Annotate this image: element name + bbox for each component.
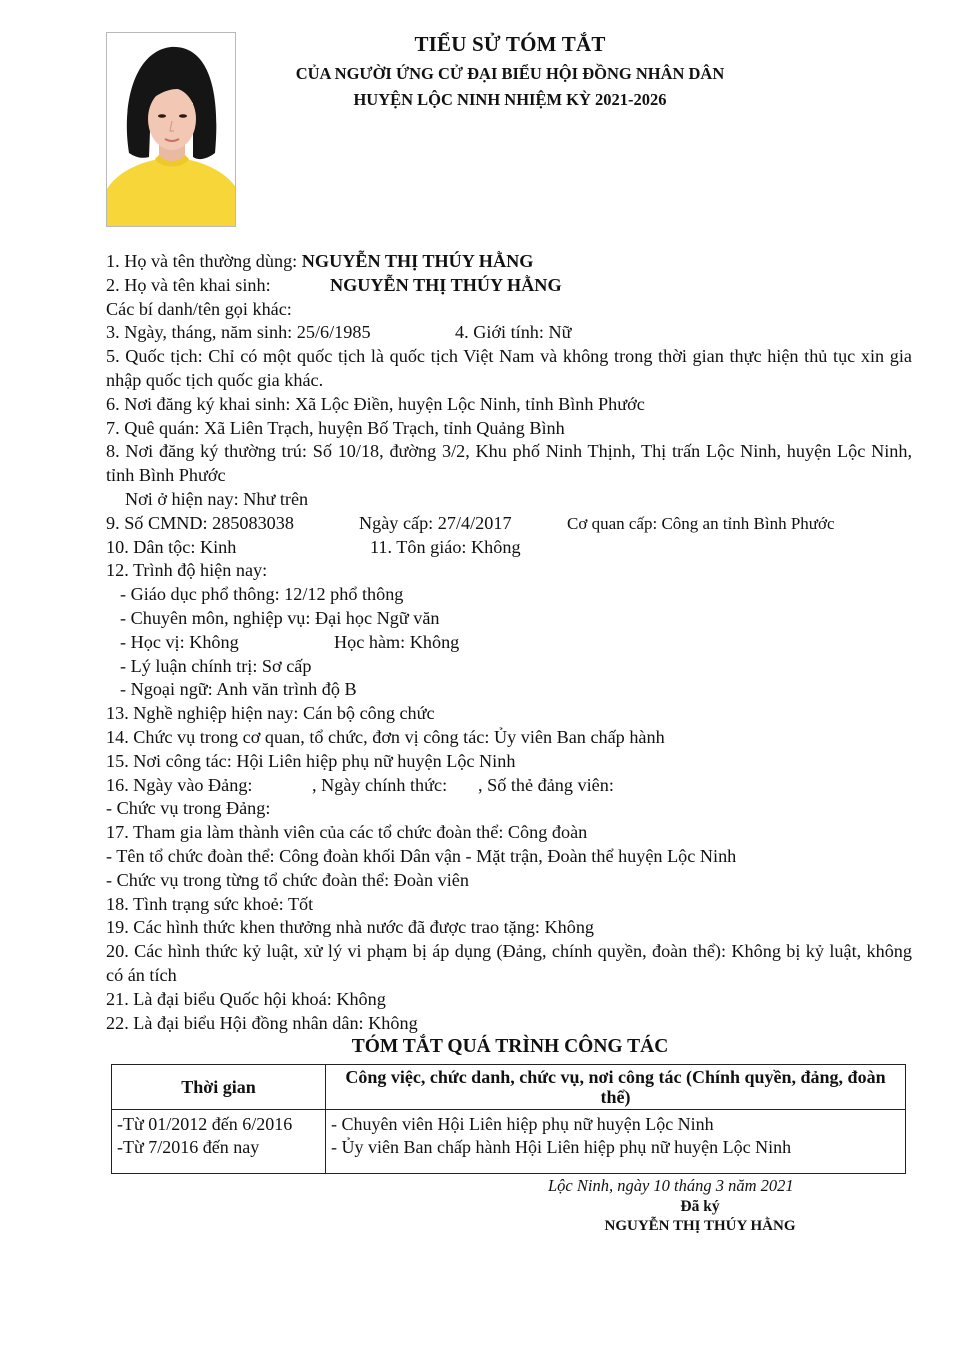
nationality-line: 5. Quốc tịch: Chỉ có một quốc tịch là quốc tịch Việt Nam và không trong thời gian thực hiện thủ tục xin gia nhập quốc tịch quốc gia khác.: [106, 346, 912, 390]
gender: 4. Giới tính: Nữ: [455, 322, 572, 343]
birth-name: NGUYỄN THỊ THÚY HẰNG: [330, 274, 562, 295]
time-cell: [112, 1110, 326, 1174]
biography-details: [106, 250, 912, 1035]
signature-date: Lộc Ninh, ngày 10 tháng 3 năm 2021: [548, 1176, 794, 1195]
birth-gender-line: [106, 321, 912, 345]
permanent-residence-line: 8. Nơi đăng ký thường trú: Số 10/18, đường 3/2, Khu phố Ninh Thịnh, Thị trấn Lộc Ninh, huyện Lộc Ninh, tỉnh Bình Phước: [106, 441, 912, 486]
religion: 11. Tôn giáo: Không: [370, 536, 521, 557]
occupation-line: 13. Nghề nghiệp hiện nay: Cán bộ công chức: [106, 703, 435, 724]
table-row: [112, 1110, 906, 1174]
national-assembly-line: 21. Là đại biểu Quốc hội khoá: Không: [106, 988, 386, 1009]
portrait-photo: [106, 32, 236, 227]
education-heading: 12. Trình độ hiện nay:: [106, 560, 268, 581]
id-number: 9. Số CMND: 285083038: [106, 512, 294, 533]
id-card-line: [106, 512, 912, 536]
current-residence-line: Nơi ở hiện nay: Như trên: [125, 488, 309, 509]
common-name-line: 1. Họ và tên thường dùng: NGUYỄN THỊ THÚY HẰNG: [106, 251, 534, 271]
party-official-date: , Ngày chính thức:: [312, 774, 448, 795]
time-column-header: Thời gian: [112, 1065, 326, 1110]
awards-line: 19. Các hình thức khen thưởng nhà nước đã được trao tặng: Không: [106, 917, 595, 938]
health-line: 18. Tình trạng sức khoẻ: Tốt: [106, 893, 314, 914]
hometown-line: 7. Quê quán: Xã Liên Trạch, huyện Bố Trạch, tỉnh Quảng Bình: [106, 417, 565, 438]
position-line: 14. Chức vụ trong cơ quan, tổ chức, đơn vị công tác: Ủy viên Ban chấp hành: [106, 726, 665, 747]
portrait-image: [107, 33, 236, 227]
document-title: TIỂU SỬ TÓM TẮT: [414, 32, 606, 56]
aliases-line: Các bí danh/tên gọi khác:: [106, 298, 292, 319]
general-education: - Giáo dục phổ thông: 12/12 phổ thông: [120, 584, 404, 605]
job-column-header: Công việc, chức danh, chức vụ, nơi công tác (Chính quyền, đảng, đoàn thể): [326, 1065, 906, 1110]
professional-qualification: - Chuyên môn, nghiệp vụ: Đại học Ngữ văn: [120, 607, 440, 628]
party-card-number: , Số thẻ đảng viên:: [478, 774, 614, 795]
signature-status: Đã ký: [680, 1198, 720, 1215]
document-subtitle-2: HUYỆN LỘC NINH NHIỆM KỲ 2021-2026: [353, 90, 667, 109]
peoples-council-line: 22. Là đại biểu Hội đồng nhân dân: Không: [106, 1012, 418, 1033]
time-entry-2: -Từ 7/2016 đến nay: [117, 1137, 260, 1157]
job-entry-2: - Ủy viên Ban chấp hành Hội Liên hiệp phụ nữ huyện Lộc Ninh: [331, 1137, 792, 1157]
organizations-line: 17. Tham gia làm thành viên của các tổ chức đoàn thể: Công đoàn: [106, 822, 588, 843]
common-name: NGUYỄN THỊ THÚY HẰNG: [301, 251, 534, 271]
organization-name-line: - Tên tổ chức đoàn thể: Công đoàn khối Dân vận - Mặt trận, Đoàn thể huyện Lộc Ninh: [106, 845, 737, 866]
organization-position-line: - Chức vụ trong từng tổ chức đoàn thể: Đoàn viên: [106, 869, 469, 890]
work-history-table: [111, 1064, 906, 1174]
work-history-title: TÓM TẮT QUÁ TRÌNH CÔNG TÁC: [351, 1036, 669, 1057]
job-entry-1: - Chuyên viên Hội Liên hiệp phụ nữ huyện Lộc Ninh: [331, 1114, 714, 1134]
party-position-line: - Chức vụ trong Đảng:: [106, 798, 271, 819]
birth-date: 3. Ngày, tháng, năm sinh: 25/6/1985: [106, 322, 371, 343]
time-entry-1: -Từ 01/2012 đến 6/2016: [117, 1114, 293, 1134]
id-issue-date: Ngày cấp: 27/4/2017: [359, 512, 512, 533]
birth-name-line: 2. Họ và tên khai sinh: NGUYỄN THỊ THÚY HẰNG: [106, 274, 912, 298]
foreign-language: - Ngoại ngữ: Anh văn trình độ B: [120, 679, 357, 700]
academic-title: Học hàm: Không: [334, 631, 460, 652]
political-theory: - Lý luận chính trị: Sơ cấp: [120, 655, 312, 676]
birth-registration-line: 6. Nơi đăng ký khai sinh: Xã Lộc Điền, huyện Lộc Ninh, tỉnh Bình Phước: [106, 393, 645, 414]
table-header-row: [112, 1065, 906, 1110]
signer-name: NGUYỄN THỊ THÚY HẰNG: [604, 1218, 796, 1234]
workplace-line: 15. Nơi công tác: Hội Liên hiệp phụ nữ huyện Lộc Ninh: [106, 750, 516, 771]
degree-title-line: [106, 631, 912, 655]
job-cell: [326, 1110, 906, 1174]
party-line: [106, 774, 912, 798]
party-join-date: 16. Ngày vào Đảng:: [106, 774, 253, 795]
academic-degree: - Học vị: Không: [120, 631, 239, 652]
ethnicity: 10. Dân tộc: Kinh: [106, 536, 237, 557]
discipline-line: 20. Các hình thức kỷ luật, xử lý vi phạm bị áp dụng (Đảng, chính quyền, đoàn thể): Không bị kỷ luật, không có án tích: [106, 941, 912, 985]
ethnicity-religion-line: [106, 536, 912, 560]
document-subtitle-1: CỦA NGƯỜI ỨNG CỬ ĐẠI BIỂU HỘI ĐỒNG NHÂN DÂN: [295, 64, 725, 83]
id-issuer: Cơ quan cấp: Công an tỉnh Bình Phước: [567, 513, 835, 533]
